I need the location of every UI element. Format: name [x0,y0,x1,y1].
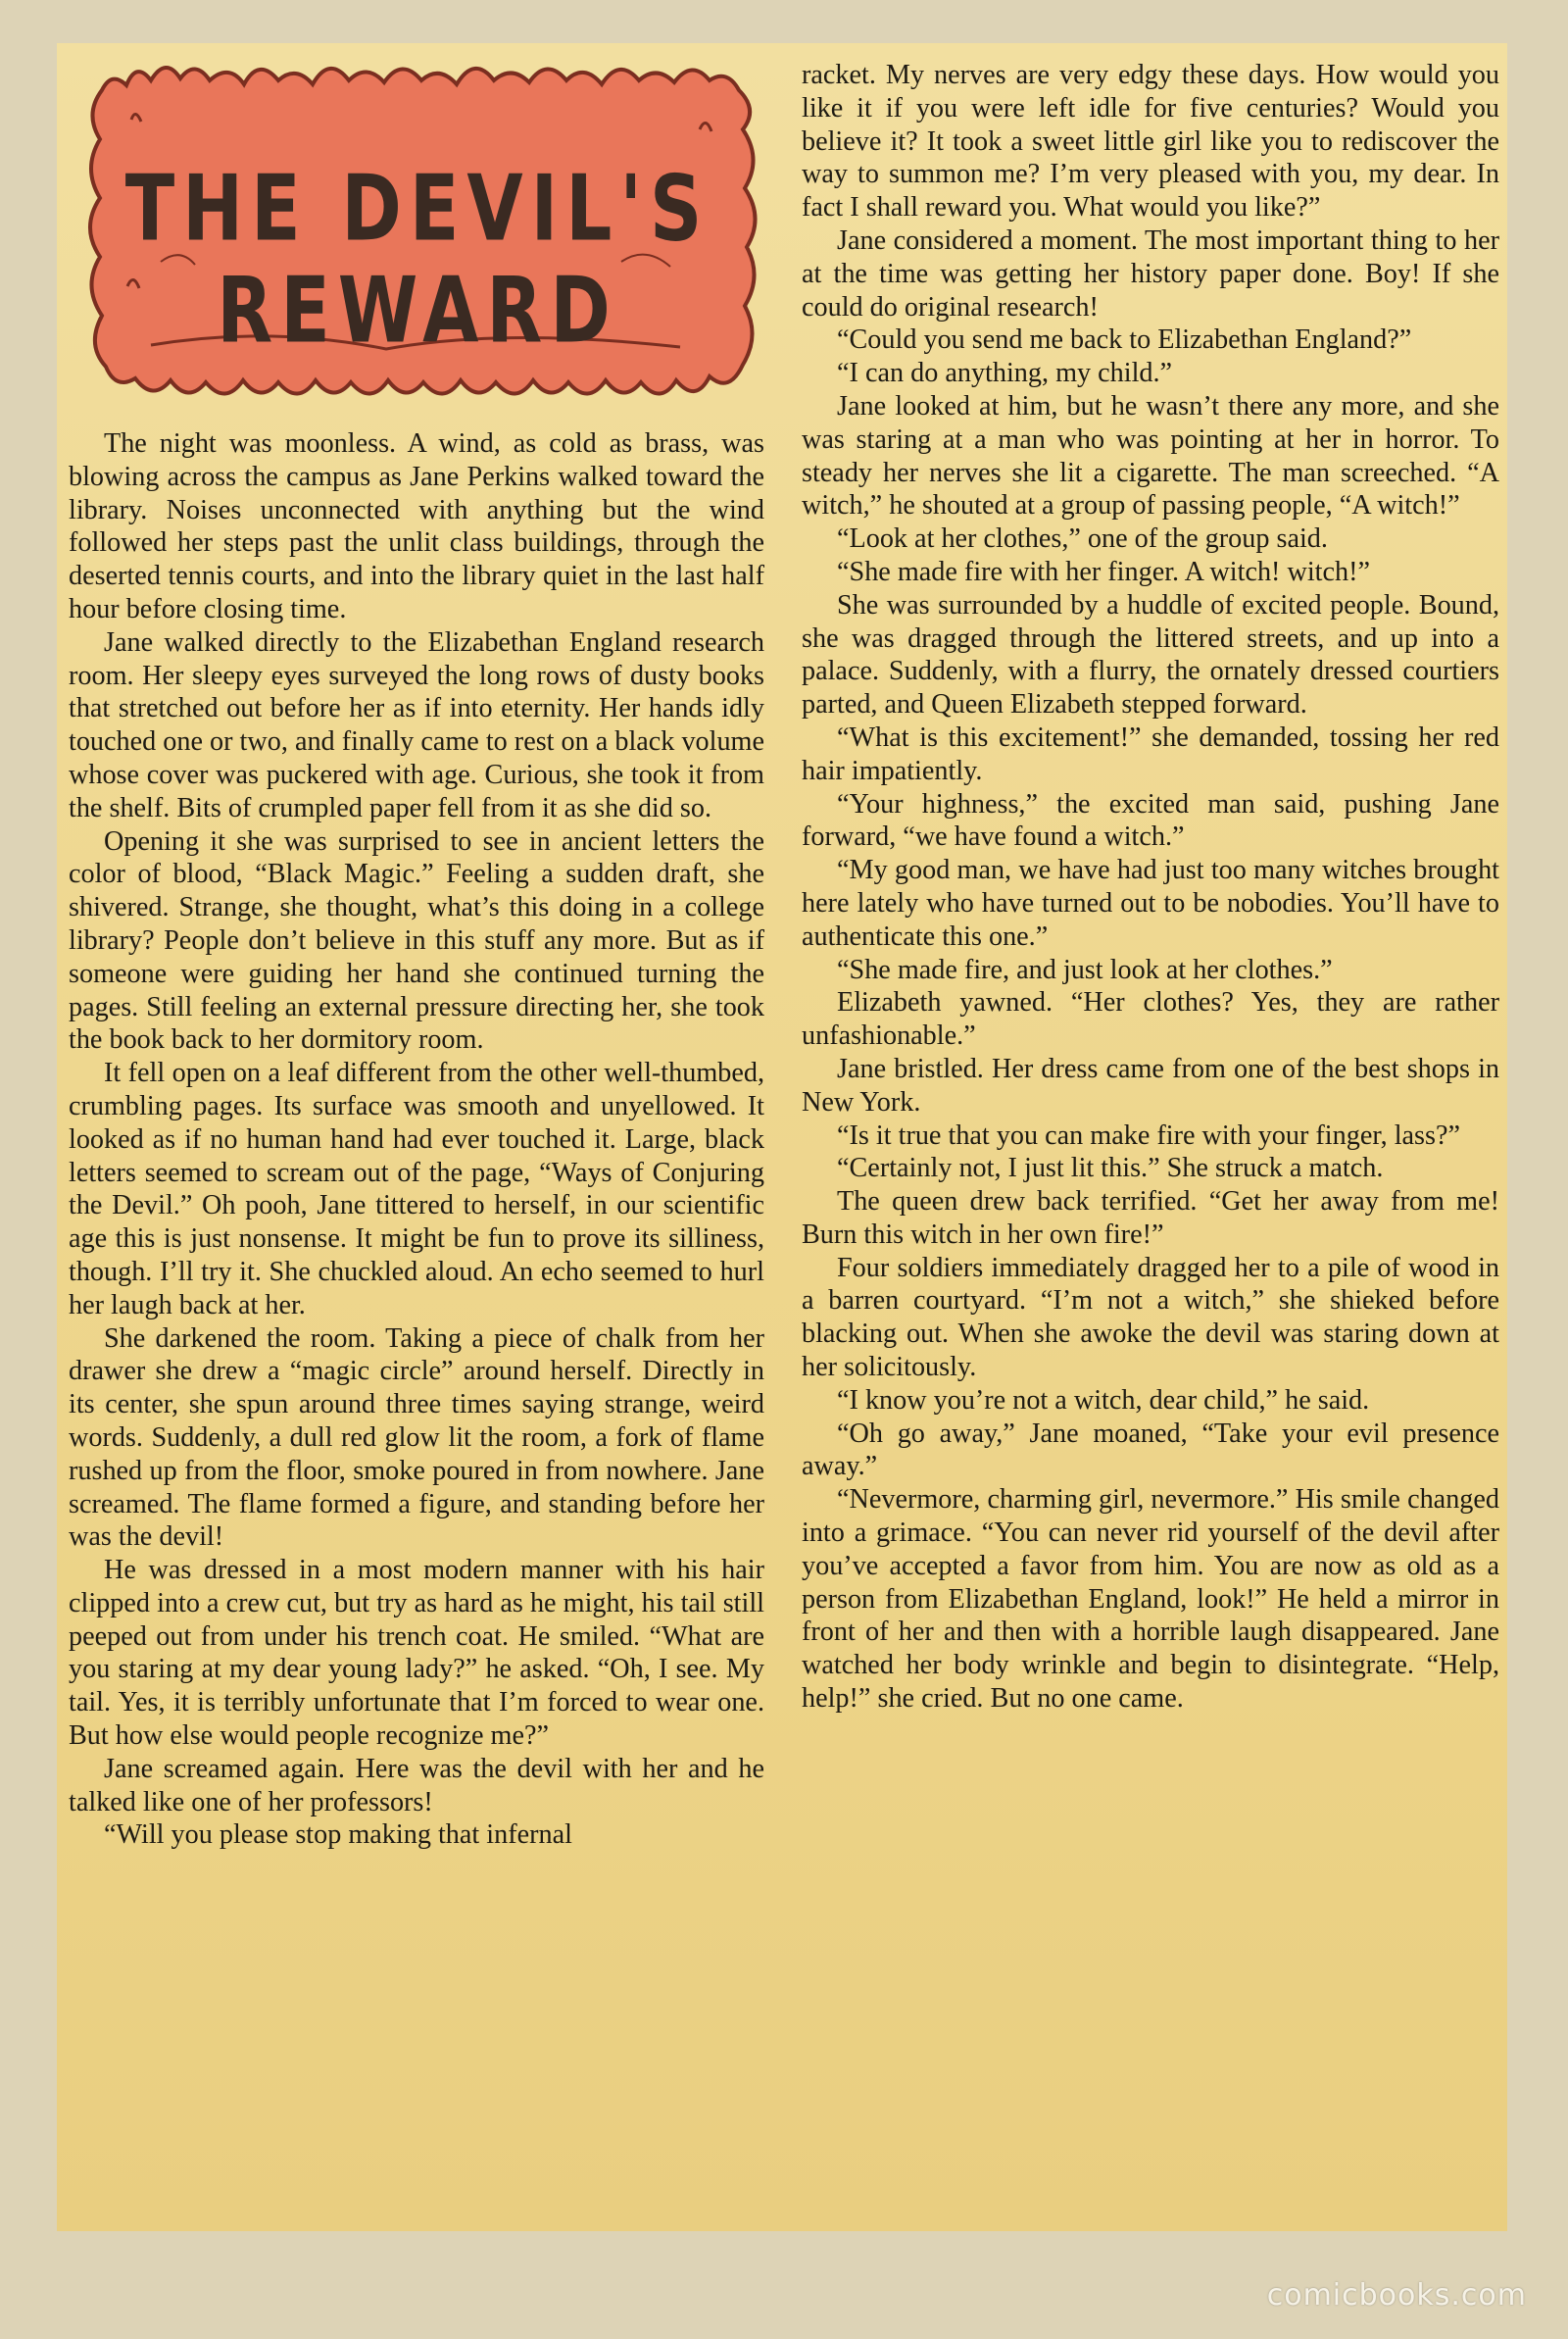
paragraph: She darkened the room. Taking a piece of chalk from her drawer she drew a “magic circle” around herself. Directly in its center, she spun around three times saying strange, weird words. Suddenly, a dull red glow lit the room, a fork of flame rushed up from the floor, smoke poured in from nowhere. Jane screamed. The flame formed a figure, and standing before her was the devil! [69,1322,764,1553]
paragraph: She was surrounded by a huddle of excited people. Bound, she was dragged through the littered streets, and up into a palace. Suddenly, with a flurry, the ornately dressed courtiers parted, and Queen Elizabeth stepped forward. [802,589,1499,721]
paragraph: Elizabeth yawned. “Her clothes? Yes, they are rather unfashionable.” [802,987,1499,1052]
paragraph: “What is this excitement!” she demanded, tossing her red hair impatiently. [802,722,1499,786]
text-page-panel [57,43,1507,2231]
paragraph: “She made fire, and just look at her clothes.” [837,954,1333,985]
paragraph: Jane screamed again. Here was the devil with her and he talked like one of her professors! [69,1753,764,1817]
paragraph: The night was moonless. A wind, as cold as brass, was blowing across the campus as Jane Perkins walked toward the library. Noises unconnected with anything but the wind followed her steps past the unlit class buildings, through the deserted tennis courts, and into the library quiet in the last half hour before closing time. [69,428,764,624]
paragraph: Four soldiers immediately dragged her to a pile of wood in a barren courtyard. “I’m not a witch,” she shieked before blacking out. When she awoke the devil was staring down at her solicitously. [802,1252,1499,1383]
paragraph: Jane bristled. Her dress came from one of the best shops in New York. [802,1053,1499,1118]
story-title-line-1: THE DEVIL'S [124,156,710,262]
paragraph: Opening it she was surprised to see in ancient letters the color of blood, “Black Magic.” Feeling a sudden draft, she shivered. Strange, she thought, what’s this doing in a college library? People don’t believe in this stuff any more. But as if someone were guiding her hand she continued turning the pages. Still feeling an external pressure directing her, she took the book back to her dormitory room. [69,825,764,1056]
paragraph: It fell open on a leaf different from the other well-thumbed, crumbling pages. Its surface was smooth and unyellowed. It looked as if no human hand had ever touched it. Large, black letters seemed to scream out of the page, “Ways of Conjuring the Devil.” Oh pooh, Jane tittered to herself, in our scientific age this is just nonsense. It might be fun to prove its silliness, though. I’ll try it. She chuckled aloud. An echo seemed to hurl her laugh back at her. [69,1058,764,1320]
paragraph: Jane walked directly to the Elizabethan England research room. Her sleepy eyes surveyed the long rows of dusty books that stretched out before her as if into eternity. Her hands idly touched one or two, and finally came to rest on a black volume whose cover was puckered with age. Curious, she took it from the shelf. Bits of crumpled paper fell from it as she did so. [69,626,764,823]
paragraph: “She made fire with her finger. A witch! witch!” [837,556,1370,587]
paragraph: “I can do anything, my child.” [837,358,1173,389]
right-text-column [802,59,1499,1716]
paragraph: “Nevermore, charming girl, nevermore.” His smile changed into a grimace. “You can never rid yourself of the devil after you’ve accepted a favor from him. You are now as old as a person from Elizabethan England, look!” He held a mirror in front of her and then with a horrible laugh disappeared. Jane watched her body wrinkle and begin to disintegrate. “Help, help!” she cried. But no one came. [802,1484,1499,1715]
paragraph: “Oh go away,” Jane moaned, “Take your evil presence away.” [802,1418,1499,1482]
paragraph-continued: racket. My nerves are very edgy these days. How would you like it if you were left idle for five centuries? Would you believe it? It took a sweet little girl like you to rediscover the way to summon me? I’m very pleased with you, my dear. In fact I shall reward you. What would you like?” [802,60,1499,224]
story-title-plate [73,51,762,414]
paragraph: He was dressed in a most modern manner with his hair clipped into a crew cut, but try as hard as he might, his tail still peeped out from under his trench coat. He smiled. “What are you staring at my dear young lady?” he asked. “Oh, I see. My tail. Yes, it is terribly unfortunate that I’m forced to wear one. But how else would people recognize me?” [69,1555,764,1752]
paragraph: “Could you send me back to Elizabethan England?” [837,324,1412,356]
paragraph: “Is it true that you can make fire with your finger, lass?” [837,1120,1460,1151]
site-watermark: comicbooks.com [1266,2278,1527,2313]
paragraph: The queen drew back terrified. “Get her away from me! Burn this witch in her own fire!” [802,1186,1499,1250]
paragraph: “Your highness,” the excited man said, pushing Jane forward, “we have found a witch.” [802,788,1499,853]
paragraph: “Will you please stop making that infernal [104,1819,572,1851]
paragraph: “My good man, we have had just too many witches brought here lately who have turned out to be nobodies. You’ll have to authenticate this one.” [802,855,1499,952]
paragraph: “I know you’re not a witch, dear child,” he said. [837,1384,1370,1416]
paragraph: Jane looked at him, but he wasn’t there any more, and she was staring at a man who was pointing at her in horror. To steady her nerves she lit a cigarette. The man screeched. “A witch,” he shouted at a group of passing people, “A witch!” [802,390,1499,522]
left-text-column [69,427,764,1852]
paragraph: Jane considered a moment. The most important thing to her at the time was getting her history paper done. Boy! If she could do original research! [802,224,1499,323]
paragraph: “Look at her clothes,” one of the group said. [837,523,1328,555]
paragraph: “Certainly not, I just lit this.” She struck a match. [837,1153,1384,1184]
story-title-line-2: REWARD [217,258,618,364]
